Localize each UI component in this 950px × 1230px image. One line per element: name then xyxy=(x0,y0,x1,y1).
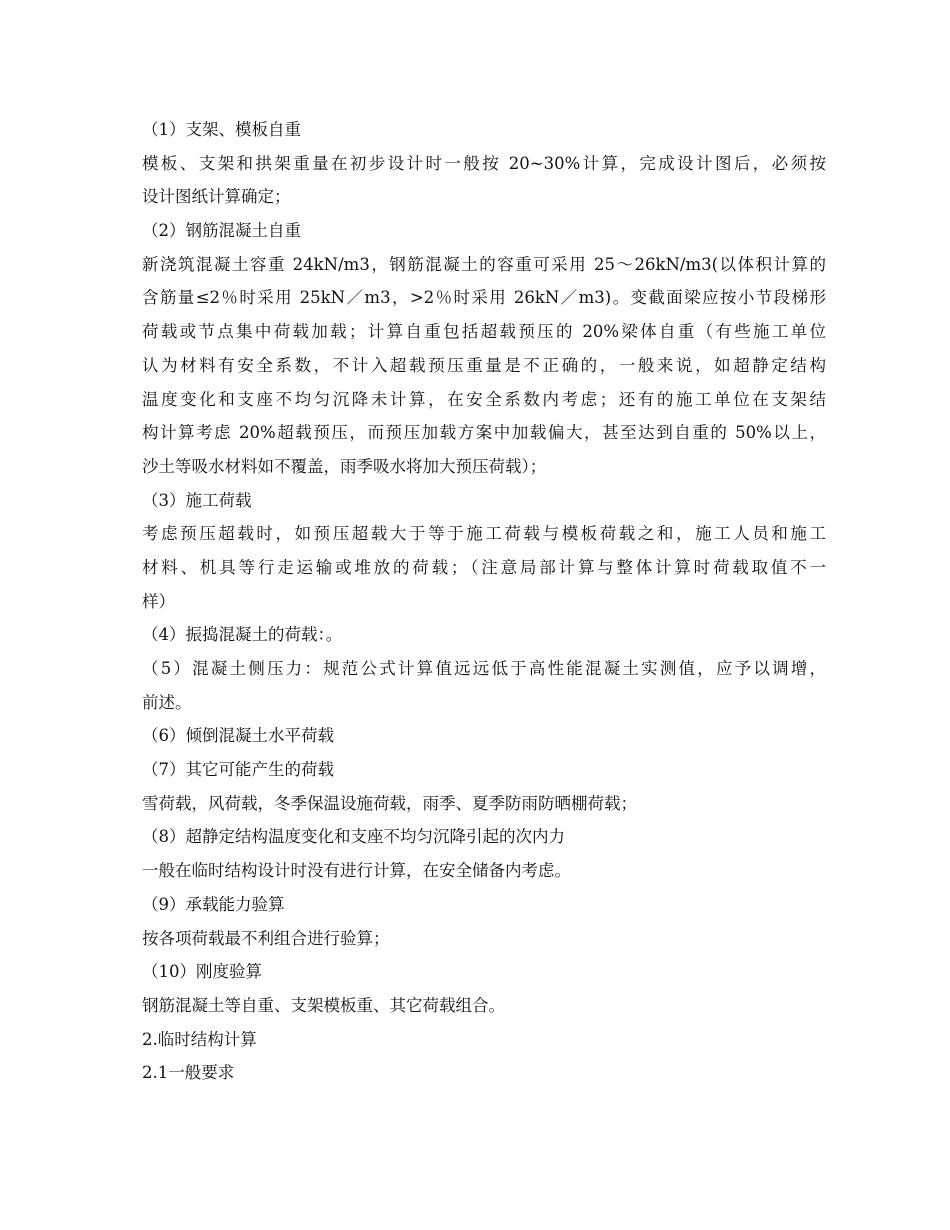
paragraph-line: 沙土等吸水材料如不覆盖，雨季吸水将加大预压荷载）； xyxy=(142,456,547,476)
paragraph-line: 样） xyxy=(142,591,175,611)
section-heading-2: 2.临时结构计算 xyxy=(142,1029,257,1049)
heading-3-construction-load: （3）施工荷载 xyxy=(142,490,252,510)
section-heading-2-1: 2.1一般要求 xyxy=(142,1063,235,1083)
paragraph-line: 钢筋混凝土等自重、支架模板重、其它荷载组合。 xyxy=(142,995,505,1015)
heading-9-capacity-check: （9）承载能力验算 xyxy=(142,894,285,914)
paragraph-line: 构计算考虑 20%超载预压，而预压加载方案中加载偏大，甚至达到自重的 50%以上， xyxy=(142,423,826,443)
paragraph-line: 认为材料有安全系数，不计入超载预压重量是不正确的，一般来说，如超静定结构 xyxy=(142,355,826,375)
paragraph-line: 一般在临时结构设计时没有进行计算，在安全储备内考虑。 xyxy=(142,861,571,881)
heading-10-stiffness-check: （10）刚度验算 xyxy=(142,962,262,982)
heading-1-formwork-self-weight: （1）支架、模板自重 xyxy=(142,120,301,139)
heading-6-horizontal-load: （6）倾倒混凝土水平荷载 xyxy=(142,726,334,746)
heading-7-other-loads: （7）其它可能产生的荷载 xyxy=(142,760,334,780)
paragraph-line: 材料、机具等行走运输或堆放的荷载；（注意局部计算与整体计算时荷载取值不一 xyxy=(142,557,826,577)
paragraph-line: 雪荷载，风荷载，冬季保温设施荷载，雨季、夏季防雨防晒棚荷载； xyxy=(142,793,637,813)
heading-8-secondary-forces: （8）超静定结构温度变化和支座不均匀沉降引起的次内力 xyxy=(142,827,565,847)
paragraph-line: 新浇筑混凝土容重 24kN/m3，钢筋混凝土的容重可采用 25～26kN/m3(以体积计算的 xyxy=(142,254,826,274)
paragraph-line: 设计图纸计算确定； xyxy=(142,187,291,207)
paragraph-line: 按各项荷载最不利组合进行验算； xyxy=(142,928,390,948)
paragraph-line: 温度变化和支座不均匀沉降未计算，在安全系数内考虑；还有的施工单位在支架结 xyxy=(142,389,826,409)
paragraph-line: 前述。 xyxy=(142,692,192,712)
heading-2-concrete-self-weight: （2）钢筋混凝土自重 xyxy=(142,221,301,241)
paragraph-line: 考虑预压超载时，如预压超载大于等于施工荷载与模板荷载之和，施工人员和施工 xyxy=(142,524,826,544)
document-body xyxy=(142,113,826,1090)
paragraph-line: 荷载或节点集中荷载加载；计算自重包括超载预压的 20%梁体自重（有些施工单位 xyxy=(142,322,826,342)
paragraph-line: 模板、支架和拱架重量在初步设计时一般按 20~30%计算，完成设计图后，必须按 xyxy=(142,153,826,173)
heading-5-lateral-pressure: （5）混凝土侧压力：规范公式计算值远远低于高性能混凝土实测值，应予以调增， xyxy=(142,659,826,678)
heading-4-vibrating-load: （4）振捣混凝土的荷载：。 xyxy=(142,625,343,645)
paragraph-line: 含筋量≤2％时采用 25kN／m3，>2％时采用 26kN／m3)。变截面梁应按小节段梯形 xyxy=(142,288,826,308)
